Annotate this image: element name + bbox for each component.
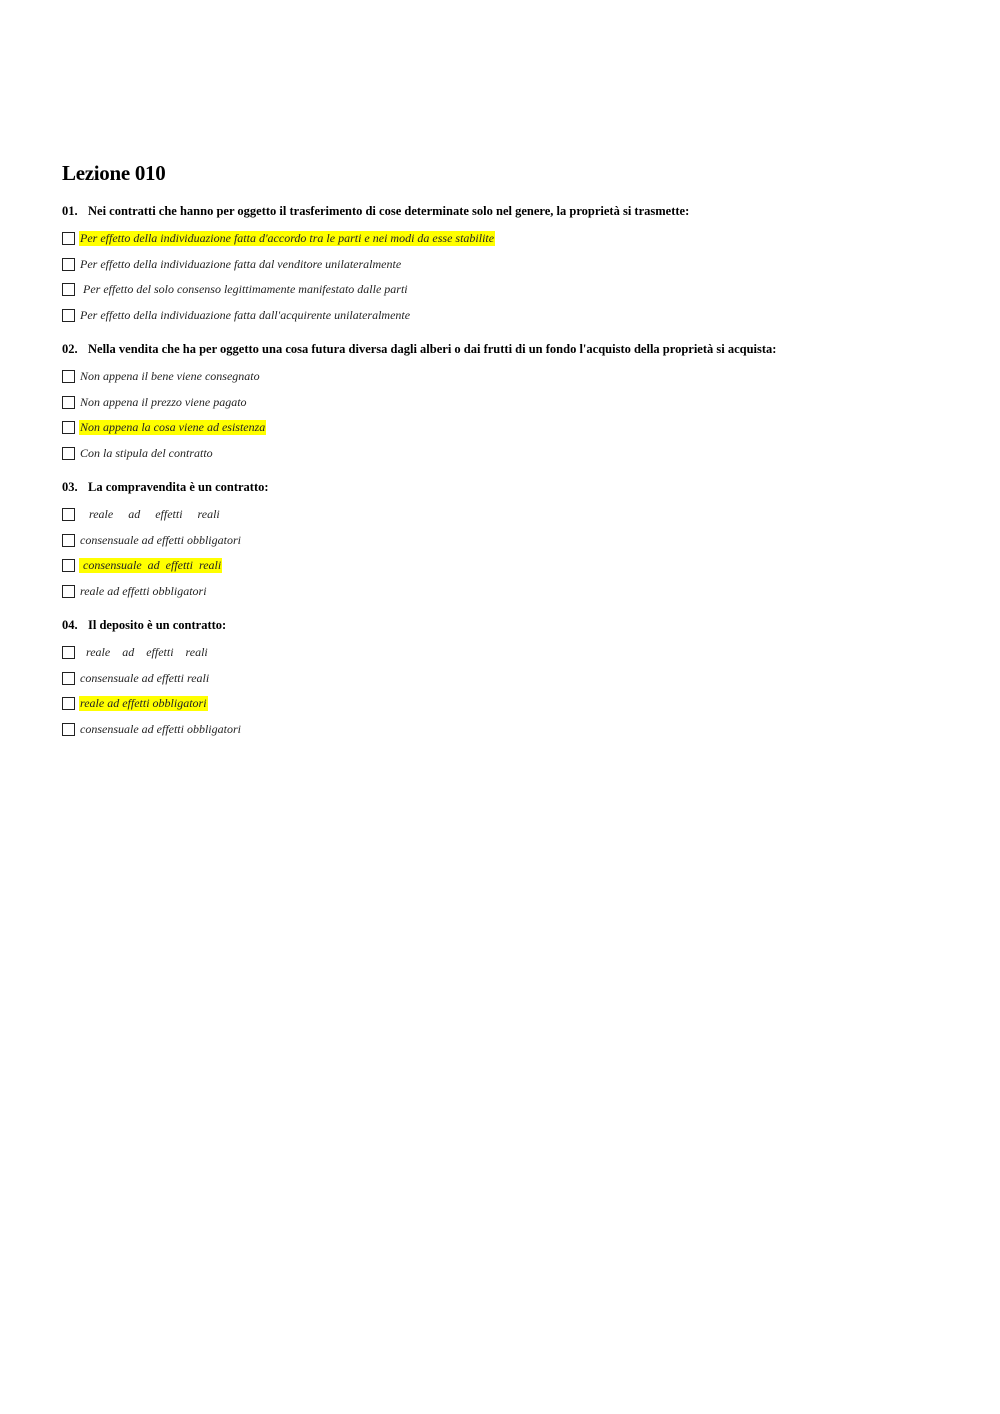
checkbox-icon[interactable] xyxy=(62,396,75,409)
answer-option[interactable] xyxy=(62,277,962,303)
question-stem xyxy=(62,616,962,634)
option-text: Per effetto della individuazione fatta dal venditore unilateralmente xyxy=(80,256,402,271)
lesson-title: Lezione 010 xyxy=(62,161,166,185)
question-text: La compravendita è un contratto: xyxy=(88,480,269,494)
checkbox-icon[interactable] xyxy=(62,283,75,296)
checkbox-icon[interactable] xyxy=(62,258,75,271)
question-number: 03. xyxy=(62,480,78,494)
option-text: consensuale ad effetti obbligatori xyxy=(80,721,241,736)
question-stem xyxy=(62,340,962,358)
checkbox-icon[interactable] xyxy=(62,534,75,547)
answer-option[interactable] xyxy=(62,364,962,390)
option-text: Non appena la cosa viene ad esistenza xyxy=(80,420,266,435)
checkbox-icon[interactable] xyxy=(62,723,75,736)
question-text: Nei contratti che hanno per oggetto il trasferimento di cose determinate solo nel genere, la proprietà si trasmette: xyxy=(88,204,690,218)
question-stem xyxy=(62,202,962,220)
option-text: Non appena il prezzo viene pagato xyxy=(80,394,247,409)
checkbox-icon[interactable] xyxy=(62,447,75,460)
question-number: 01. xyxy=(62,204,78,218)
checkbox-icon[interactable] xyxy=(62,646,75,659)
answer-option[interactable] xyxy=(62,579,962,605)
question-number: 02. xyxy=(62,342,78,356)
option-text: reale ad effetti reali xyxy=(80,507,220,522)
question-01 xyxy=(62,202,962,328)
question-text: Il deposito è un contratto: xyxy=(88,618,227,632)
answer-option[interactable] xyxy=(62,226,962,252)
question-02 xyxy=(62,340,962,466)
answer-option[interactable] xyxy=(62,717,962,743)
question-04 xyxy=(62,616,962,742)
answer-option[interactable] xyxy=(62,640,962,666)
answer-option[interactable] xyxy=(62,502,962,528)
option-text: Con la stipula del contratto xyxy=(80,445,213,460)
option-text: reale ad effetti reali xyxy=(80,645,208,660)
question-03 xyxy=(62,478,962,604)
answer-option[interactable] xyxy=(62,528,962,554)
option-text: reale ad effetti obbligatori xyxy=(80,696,207,711)
answer-option[interactable] xyxy=(62,415,962,441)
option-text: reale ad effetti obbligatori xyxy=(80,583,207,598)
option-text: Per effetto della individuazione fatta d'accordo tra le parti e nei modi da esse stabilite xyxy=(80,231,495,246)
answer-option[interactable] xyxy=(62,252,962,278)
option-text: Non appena il bene viene consegnato xyxy=(80,369,260,384)
option-text: consensuale ad effetti reali xyxy=(80,558,222,573)
option-text: Per effetto della individuazione fatta dall'acquirente unilateralmente xyxy=(80,307,411,322)
question-number: 04. xyxy=(62,618,78,632)
option-text: consensuale ad effetti obbligatori xyxy=(80,532,241,547)
checkbox-icon[interactable] xyxy=(62,559,75,572)
checkbox-icon[interactable] xyxy=(62,421,75,434)
answer-option[interactable] xyxy=(62,441,962,467)
answer-option[interactable] xyxy=(62,553,962,579)
question-stem xyxy=(62,478,962,496)
answer-option[interactable] xyxy=(62,691,962,717)
document-page xyxy=(62,158,962,754)
option-text: consensuale ad effetti reali xyxy=(80,670,210,685)
checkbox-icon[interactable] xyxy=(62,232,75,245)
checkbox-icon[interactable] xyxy=(62,508,75,521)
answer-option[interactable] xyxy=(62,666,962,692)
answer-option[interactable] xyxy=(62,390,962,416)
checkbox-icon[interactable] xyxy=(62,309,75,322)
option-text: Per effetto del solo consenso legittimamente manifestato dalle parti xyxy=(80,282,408,297)
checkbox-icon[interactable] xyxy=(62,697,75,710)
checkbox-icon[interactable] xyxy=(62,672,75,685)
checkbox-icon[interactable] xyxy=(62,370,75,383)
question-text: Nella vendita che ha per oggetto una cosa futura diversa dagli alberi o dai frutti di un fondo l'acquisto della proprietà si acquista: xyxy=(88,342,777,356)
answer-option[interactable] xyxy=(62,303,962,329)
checkbox-icon[interactable] xyxy=(62,585,75,598)
